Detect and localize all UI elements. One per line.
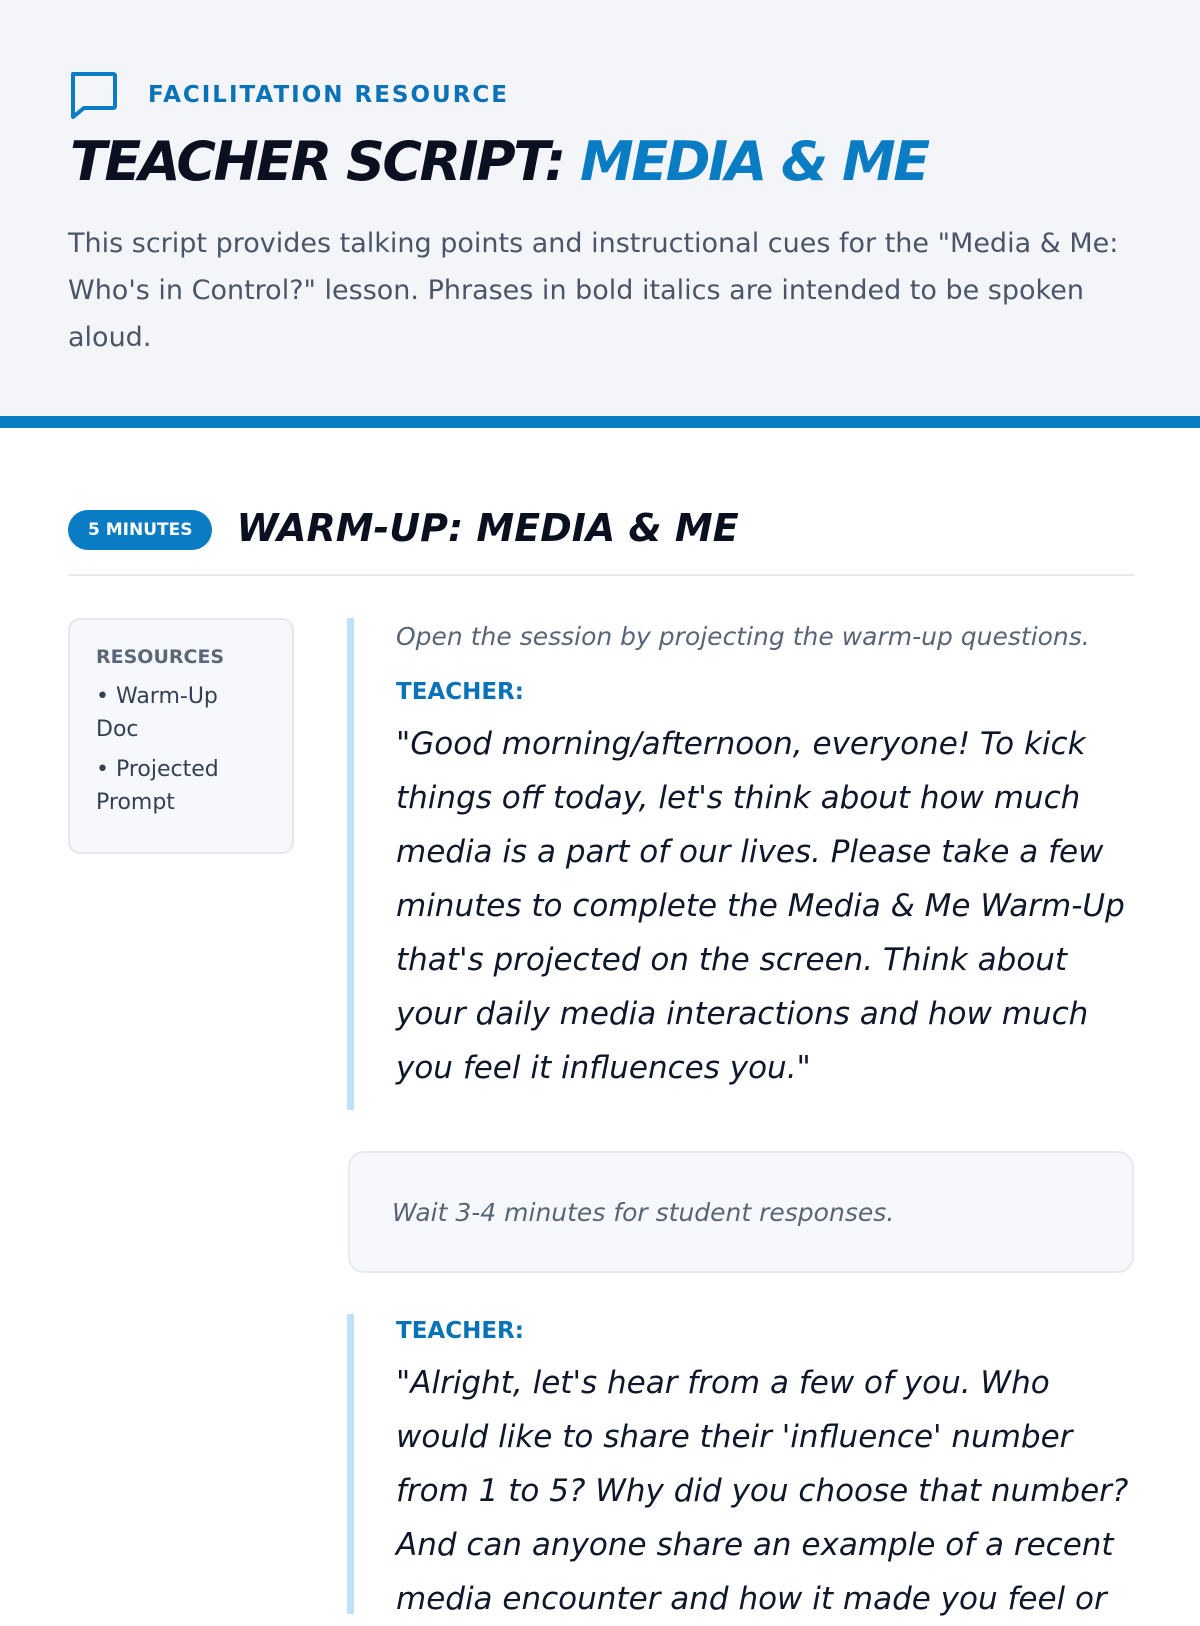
resources-card bbox=[68, 618, 294, 854]
resource-item-projected-prompt: • Projected Prompt bbox=[96, 757, 219, 815]
page-header bbox=[0, 0, 1200, 428]
resource-item-warm-up-doc: • Warm-Up Doc bbox=[96, 684, 218, 742]
page-title bbox=[70, 130, 928, 193]
script-block bbox=[347, 618, 1147, 1110]
wait-note-box bbox=[348, 1151, 1134, 1273]
wait-note: Wait 3-4 minutes for student responses. bbox=[392, 1197, 895, 1227]
spoken-line: "Good morning/afternoon, everyone! To kick things off today, let's think about how much media is a part of our lives. Please take a few minutes to complete the Media & Me Warm-Up that's projected on the screen. Think about your daily media interactions and how much you feel it influences you." bbox=[396, 726, 1125, 1086]
duration-badge: 5 MINUTES bbox=[68, 510, 212, 550]
speaker-label: TEACHER: bbox=[396, 1318, 524, 1344]
script-block bbox=[347, 1314, 1147, 1617]
eyebrow bbox=[68, 70, 509, 120]
eyebrow-label: FACILITATION RESOURCE bbox=[148, 82, 510, 108]
intro-paragraph: This script provides talking points and instructional cues for the "Media & Me: Who's in Control?" lesson. Phrases in bold italics are intended to be spoken aloud. bbox=[68, 228, 1119, 353]
stage-direction: Open the session by projecting the warm-up questions. bbox=[396, 622, 1090, 651]
speaker-label: TEACHER: bbox=[396, 679, 524, 705]
section-title: WARM-UP: MEDIA & ME bbox=[236, 506, 739, 550]
chat-bubble-icon bbox=[68, 70, 118, 120]
section-header bbox=[68, 506, 1134, 576]
page-title-main: TEACHER SCRIPT: bbox=[70, 130, 580, 193]
page-title-accent: MEDIA & ME bbox=[580, 130, 928, 193]
spoken-line: "Alright, let's hear from a few of you. Who would like to share their 'influence' number from 1 to 5? Why did you choose that number? And can anyone share an example of a recent media encounter and how it made you feel or bbox=[396, 1365, 1129, 1617]
resources-title: RESOURCES bbox=[96, 646, 225, 668]
